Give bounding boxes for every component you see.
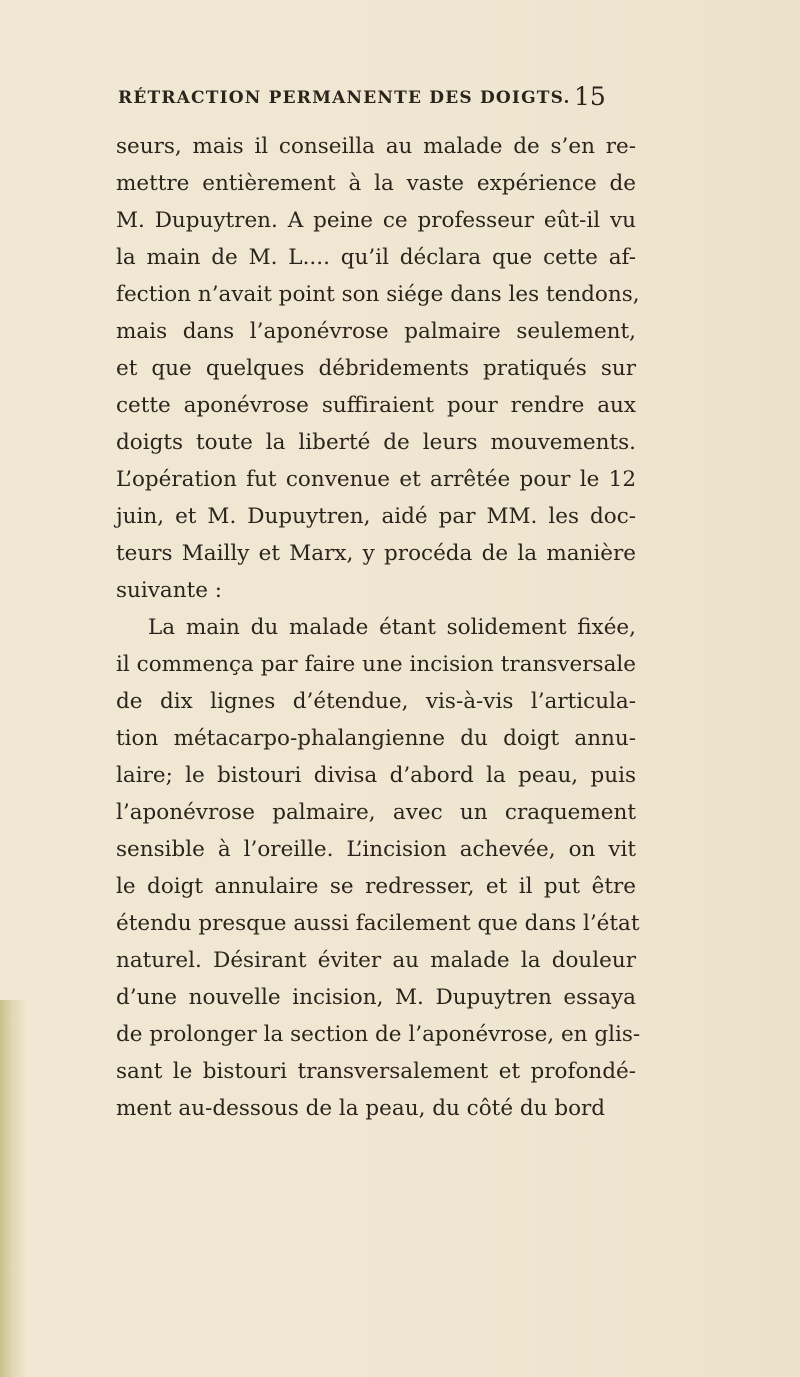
text-line: le doigt annulaire se redresser, et il put être — [116, 874, 636, 899]
text-line: La main du malade étant solidement fixée, — [148, 615, 636, 640]
body-text — [116, 128, 641, 1127]
text-line: et que quelques débridements pratiqués sur — [116, 356, 636, 381]
text-line: ment au-dessous de la peau, du côté du bord — [116, 1096, 606, 1121]
running-title: RÉTRACTION PERMANENTE DES DOIGTS. — [118, 88, 571, 108]
text-line: de prolonger la section de l’aponévrose, en glis- — [116, 1022, 641, 1047]
text-line: teurs Mailly et Marx, y procéda de la manière — [116, 541, 636, 566]
running-head — [118, 82, 638, 118]
text-line: mettre entièrement à la vaste expérience de — [116, 171, 636, 196]
text-line: l’aponévrose palmaire, avec un craquement — [116, 800, 636, 825]
text-line: M. Dupuytren. A peine ce professeur eût-il vu — [116, 208, 636, 233]
text-line: L’opération fut convenue et arrêtée pour le 12 — [116, 467, 636, 492]
text-line: tion métacarpo-phalangienne du doigt annu- — [116, 726, 636, 751]
text-line: suivante : — [116, 578, 223, 603]
text-line: sant le bistouri transversalement et profondé- — [116, 1059, 636, 1084]
text-line: d’une nouvelle incision, M. Dupuytren essaya — [116, 985, 636, 1010]
text-line: mais dans l’aponévrose palmaire seulement, — [116, 319, 636, 344]
text-line: étendu presque aussi facilement que dans l’état — [116, 911, 640, 936]
page-number: 15 — [574, 82, 606, 111]
text-line: seurs, mais il conseilla au malade de s’en re- — [116, 134, 636, 159]
text-line: fection n’avait point son siége dans les tendons, — [116, 282, 640, 307]
text-line: sensible à l’oreille. L’incision achevée, on vit — [116, 837, 636, 862]
text-line: cette aponévrose suffiraient pour rendre aux — [116, 393, 636, 418]
text-line: la main de M. L.... qu’il déclara que cette af- — [116, 245, 636, 270]
text-line: il commença par faire une incision transversale — [116, 652, 636, 677]
text-line: laire; le bistouri divisa d’abord la peau, puis — [116, 763, 636, 788]
text-line: doigts toute la liberté de leurs mouvements. — [116, 430, 636, 455]
text-line: naturel. Désirant éviter au malade la douleur — [116, 948, 636, 973]
text-line: de dix lignes d’étendue, vis-à-vis l’articula- — [116, 689, 636, 714]
text-line: juin, et M. Dupuytren, aidé par MM. les doc- — [116, 504, 636, 529]
page-edge-shadow — [0, 1000, 28, 1377]
